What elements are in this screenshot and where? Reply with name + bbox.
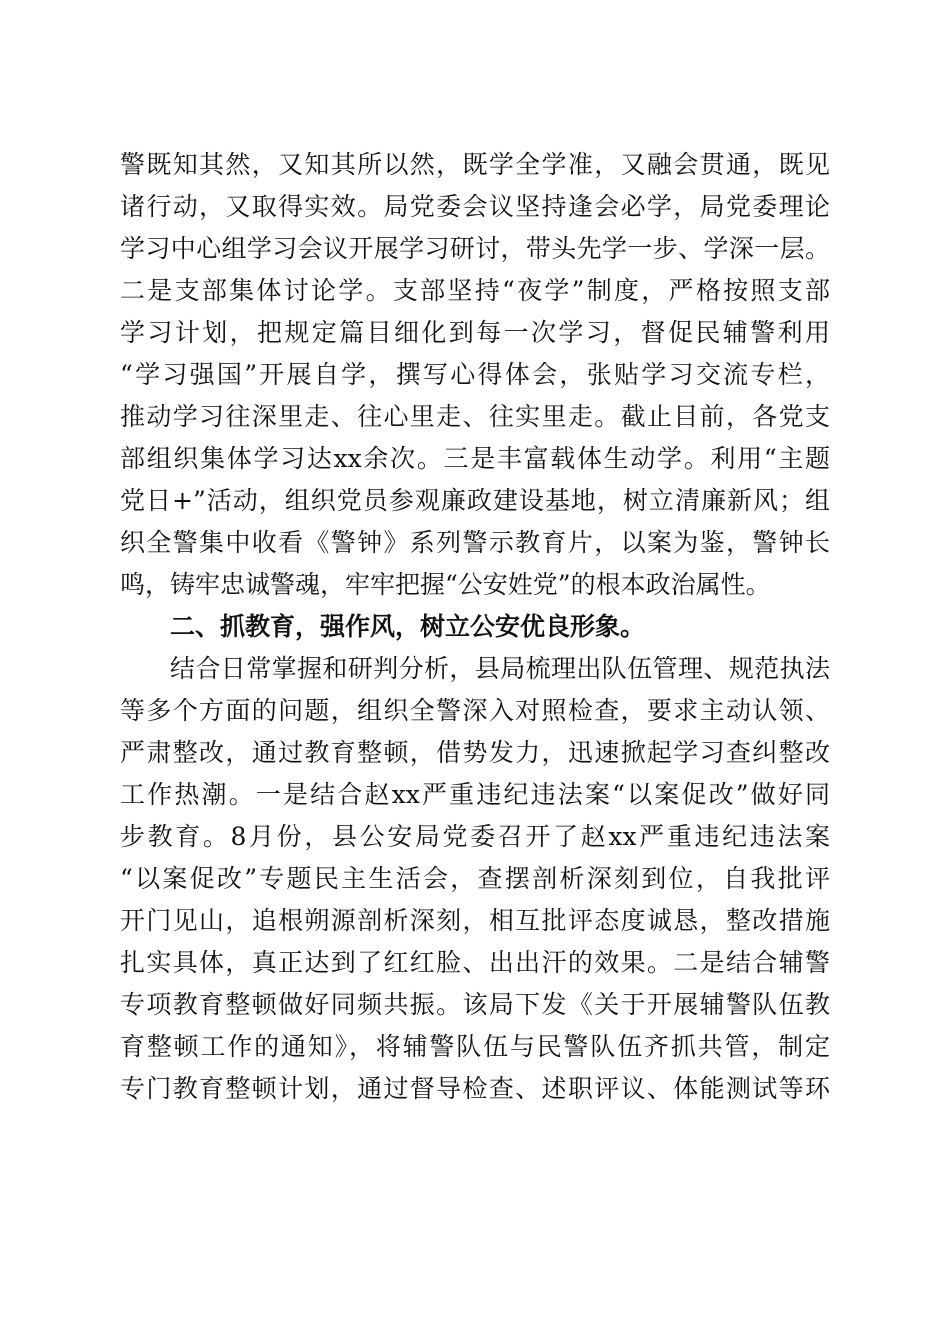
paragraph-line: 专门教育整顿计划，通过督导检查、述职评议、体能测试等环 [120,1074,830,1103]
paragraph-line: 织全警集中收看《警钟》系列警示教育片，以案为鉴，警钟长 [120,528,830,557]
section-heading: 二、抓教育，强作风，树立公安优良形象。 [170,612,646,641]
paragraph-line: 专项教育整顿做好同频共振。该局下发《关于开展辅警队伍教 [120,990,830,1019]
paragraph-line: 工作热潮。一是结合赵xx严重违纪违法案“以案促改”做好同 [120,780,830,809]
paragraph-line: 学习中心组学习会议开展学习研讨，带头先学一步、学深一层。 [120,234,830,263]
paragraph-line: 党日+”活动，组织党员参观廉政建设基地，树立清廉新风；组 [120,486,830,515]
paragraph-line: 部组织集体学习达xx余次。三是丰富载体生动学。利用“主题 [120,444,830,473]
paragraph-line: 扎实具体，真正达到了红红脸、出出汗的效果。二是结合辅警 [120,948,830,977]
paragraph-line: 开门见山，追根朔源剖析深刻，相互批评态度诚恳，整改措施 [120,906,830,935]
paragraph-line: 严肃整改，通过教育整顿，借势发力，迅速掀起学习查纠整改 [120,738,830,767]
paragraph-line: 二是支部集体讨论学。支部坚持“夜学”制度，严格按照支部 [120,276,830,305]
paragraph-line: 诸行动，又取得实效。局党委会议坚持逢会必学，局党委理论 [120,192,830,221]
paragraph-line: 等多个方面的问题，组织全警深入对照检查，要求主动认领、 [120,696,830,725]
paragraph-line: 育整顿工作的通知》，将辅警队伍与民警队伍齐抓共管，制定 [120,1032,830,1061]
paragraph-line: 学习计划，把规定篇目细化到每一次学习，督促民辅警利用 [120,318,830,347]
paragraph-line: 结合日常掌握和研判分析，县局梳理出队伍管理、规范执法 [170,654,830,683]
paragraph-line: 警既知其然，又知其所以然，既学全学准，又融会贯通，既见 [120,150,830,179]
paragraph-line: 推动学习往深里走、往心里走、往实里走。截止目前，各党支 [120,402,830,431]
paragraph-line: “学习强国”开展自学，撰写心得体会，张贴学习交流专栏， [120,360,830,389]
paragraph-line: 鸣，铸牢忠诚警魂，牢牢把握“公安姓党”的根本政治属性。 [120,570,771,599]
paragraph-line: “以案促改”专题民主生活会，查摆剖析深刻到位，自我批评 [120,864,830,893]
paragraph-line: 步教育。8月份，县公安局党委召开了赵xx严重违纪违法案 [120,822,830,851]
